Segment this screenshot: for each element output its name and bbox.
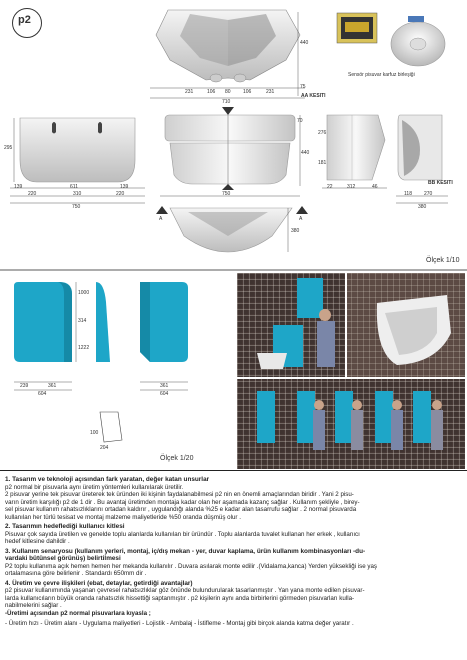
dim-label: 270 bbox=[424, 191, 433, 197]
divider bbox=[0, 470, 467, 471]
wall-plate-view bbox=[20, 118, 135, 182]
dim-label: 604 bbox=[160, 391, 169, 397]
section-4-title: 4. Üretim ve çevre ilişkileri (ebat, detaylar, getirdiği avantajlar) bbox=[5, 579, 193, 587]
paragraph: 2 pisuvar yerine tek pisuvar üreterek tek üründen iki kişinin faydalanabilmesi p2 nin en önemli amaçlarından biridir . Yani 2 pisu- bbox=[5, 491, 354, 498]
dim-label: 220 bbox=[116, 191, 125, 197]
dim-label: 46 bbox=[372, 184, 378, 190]
dim-label: 611 bbox=[70, 184, 78, 190]
paragraph: varın üretim karşılığı p2 de 1 dir . Bu avantaj üretimden montaja kadar olan her aşamada kazanç sağlar . Kullanım şekliyle , birey- bbox=[5, 498, 360, 506]
dim-label: 1222 bbox=[78, 345, 90, 351]
dim-label: 181 bbox=[318, 160, 327, 166]
bottom-view-urinal bbox=[156, 206, 308, 252]
photo-scene-1 bbox=[237, 273, 345, 377]
partition-front-view bbox=[14, 282, 72, 362]
technical-drawing bbox=[0, 0, 467, 272]
dim-label: 204 bbox=[100, 445, 109, 451]
paragraph: -Üretimi açısından p2 normal pisuvarlara kıyasla ; bbox=[5, 609, 151, 617]
dim-label: 361 bbox=[160, 383, 169, 389]
partition-plan-view bbox=[100, 412, 122, 442]
dim-label: 710 bbox=[222, 99, 231, 105]
paragraph: kullanılan her türlü tesisat ve montaj malzeme maliyetleride %50 oranda düşmüş olur . bbox=[5, 513, 241, 521]
section-bb-caption: BB KESITI bbox=[428, 180, 453, 186]
partition-back-view bbox=[140, 282, 188, 362]
dim-label: 100 bbox=[90, 430, 99, 436]
partition-side-view bbox=[96, 282, 110, 362]
dim-label: 1000 bbox=[78, 290, 90, 296]
dim-label: 295 bbox=[4, 145, 13, 151]
section-mark: A bbox=[159, 216, 163, 222]
photo-scene-3 bbox=[237, 379, 465, 469]
dim-label: 70 bbox=[297, 118, 303, 124]
scale-label: Ölçek 1/10 bbox=[426, 257, 460, 264]
paragraph: hedef kitlesine dahildir . bbox=[5, 538, 70, 545]
paragraph: Pisuvar çok sayıda üretilen ve genelde toplu alanlarda kullanılan bir üründür . Toplu alanlarda tuvalet kullanan her erkek , kullanıcı bbox=[5, 530, 360, 538]
dim-label: 220 bbox=[28, 191, 37, 197]
scale-label: Ölçek 1/20 bbox=[160, 455, 194, 462]
p2-logo: p2 bbox=[12, 8, 42, 38]
paragraph: ortalamasına göre belirlenir . Standardı 650mm dir . bbox=[5, 570, 147, 577]
dim-label: 75 bbox=[300, 84, 306, 90]
dim-label: 380 bbox=[418, 204, 427, 210]
sensor-box-image bbox=[337, 13, 377, 43]
paragraph: nabilmelerini sağlar . bbox=[5, 602, 62, 609]
description-text bbox=[5, 474, 463, 628]
dim-label: 80 bbox=[225, 89, 231, 95]
dim-label: 231 bbox=[185, 89, 194, 95]
dim-label: 118 bbox=[404, 191, 412, 197]
top-view-urinal bbox=[156, 10, 300, 82]
render-photos bbox=[237, 273, 465, 469]
dim-label: 750 bbox=[222, 191, 231, 197]
dim-label: 310 bbox=[73, 191, 82, 197]
dim-label: 106 bbox=[207, 89, 216, 95]
dim-label: 239 bbox=[20, 383, 29, 389]
dim-label: 139 bbox=[14, 184, 23, 190]
dim-label: 750 bbox=[72, 204, 81, 210]
dim-label: 314 bbox=[78, 318, 87, 324]
paragraph: p2 normal bir pisuvarla aynı üretim yöntemleri kullanılarak üretilir. bbox=[5, 483, 184, 491]
section-3-title: 3. Kullanım senaryosu (kullanım yerleri, montaj, iç/dış mekan - yer, duvar kaplama, ürün kullanım kombinasyonları -du- bbox=[5, 547, 366, 555]
paragraph: P2 toplu kullanıma açık hemen hemen her mekanda kullanılır . Duvara asılarak monte edilir .(Vidalama,kanca) Yerden yüksekliği ise yaş bbox=[5, 562, 378, 570]
paragraph: larda kullanıcıların büyük oranda rahatsızlık hissettiği saptanmıştır . p2 kişilerin aynı anda birbirlerini görmeden pisuvarları kulla- bbox=[5, 594, 355, 602]
paragraph: - Üretim hızı - Üretim alanı - Uygulama maliyetleri - Lojistik - Ambalaj - İstifleme - Montaj gibi birçok alanda katma değer yaratır . bbox=[5, 620, 354, 627]
section-3-title-cont: vardaki bütünsel görünüş) belirtilmesi bbox=[5, 555, 121, 562]
sensor-caption: Sensör pisuvar karfuz birleşiği bbox=[348, 72, 415, 78]
section-aa-caption: AA KESITI bbox=[301, 93, 326, 99]
side-view-urinal bbox=[327, 115, 385, 180]
section-2-title: 2. Tasarımın hedeflediği kullanıcı kitlesi bbox=[5, 523, 125, 530]
section-mark: A bbox=[299, 216, 303, 222]
dim-label: 380 bbox=[291, 228, 300, 234]
dim-label: 139 bbox=[120, 184, 129, 190]
partition-drawing bbox=[0, 272, 235, 470]
dim-label: 106 bbox=[243, 89, 252, 95]
paragraph: p2 pisuvar kullanımında yaşanan çevresel rahatsızlıklar göz önünde bulundurularak tasarlanmıştır . Yan yana monte edilen pisuvar- bbox=[5, 587, 365, 594]
section-1-title: 1. Tasarım ve teknoloji açısından fark yaratan, değer katan unsurlar bbox=[5, 476, 210, 483]
dim-label: 440 bbox=[300, 40, 309, 46]
dim-label: 231 bbox=[266, 89, 275, 95]
dim-label: 440 bbox=[301, 150, 310, 156]
photo-scene-2 bbox=[347, 273, 465, 377]
front-view-urinal bbox=[165, 107, 295, 190]
dim-label: 604 bbox=[38, 391, 47, 397]
dim-label: 276 bbox=[318, 130, 327, 136]
dim-label: 312 bbox=[347, 184, 356, 190]
dim-label: 361 bbox=[48, 383, 57, 389]
sensor-cap-image bbox=[391, 16, 445, 66]
dim-label: 22 bbox=[327, 184, 333, 190]
section-bb-view bbox=[398, 115, 442, 180]
paragraph: sel pisuvar kullanım rahatsızlıklarını ortadan kaldırır , uygulandığı alanda %25 e kadar alan tasarrufu sağlar . 2 normal pisuvarda bbox=[5, 506, 357, 513]
